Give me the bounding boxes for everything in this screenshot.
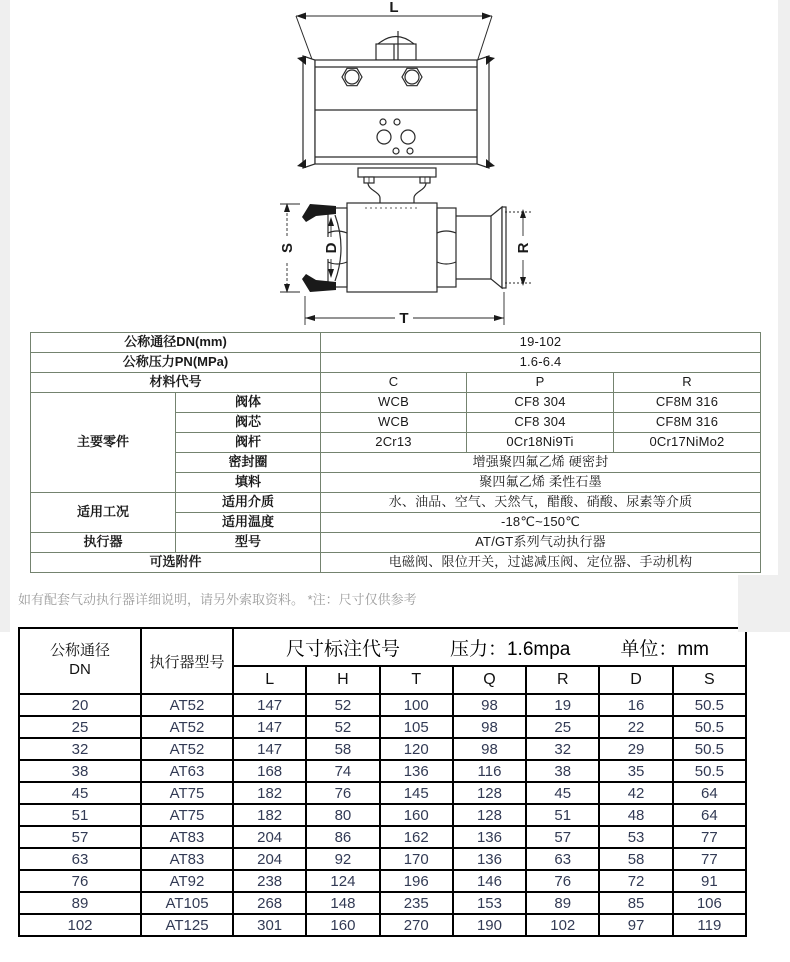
cell-dn: 51 — [19, 804, 141, 826]
dim-col-header-d: D — [599, 666, 672, 694]
cell-dimension: 136 — [453, 826, 526, 848]
cell-dimension: 76 — [306, 782, 379, 804]
table-row — [19, 738, 746, 760]
spec-core-c: WCB — [321, 413, 467, 433]
spec-core-p: CF8 304 — [467, 413, 614, 433]
cell-dimension: 116 — [453, 760, 526, 782]
dim-col-header-l: L — [233, 666, 306, 694]
spec-stem-p: 0Cr18Ni9Ti — [467, 433, 614, 453]
cell-dimension: 97 — [599, 914, 672, 936]
cell-dimension: 77 — [673, 848, 746, 870]
cell-dimension: 42 — [599, 782, 672, 804]
cell-dimension: 270 — [380, 914, 453, 936]
cell-dimension: 35 — [599, 760, 672, 782]
cell-dimension: 136 — [380, 760, 453, 782]
spec-pn-value: 1.6-6.4 — [321, 353, 761, 373]
valve-drawing-svg — [0, 0, 790, 332]
spec-material-r: R — [614, 373, 761, 393]
spec-table — [30, 332, 761, 573]
dimension-table — [18, 627, 747, 937]
spec-condition-label: 适用工况 — [31, 493, 176, 533]
spec-packing-value: 聚四氟乙烯 柔性石墨 — [321, 473, 761, 493]
spec-actuator-sublabel: 型号 — [176, 533, 321, 553]
dim-header-model: 执行器型号 — [141, 628, 233, 694]
spec-material-p: P — [467, 373, 614, 393]
cell-dn: 63 — [19, 848, 141, 870]
cell-dimension: 48 — [599, 804, 672, 826]
table-row — [19, 848, 746, 870]
dim-label-s: S — [279, 242, 296, 254]
spec-body-label: 阀体 — [176, 393, 321, 413]
dim-header-dn-line1: 公称通径 — [49, 642, 110, 660]
cell-dimension: 160 — [306, 914, 379, 936]
spec-material-label: 材料代号 — [31, 373, 321, 393]
cell-dn: 38 — [19, 760, 141, 782]
spec-medium-value: 水、油品、空气、天然气，醋酸、硝酸、尿素等介质 — [321, 493, 761, 513]
cell-dimension: 16 — [599, 694, 672, 716]
spec-temperature-label: 适用温度 — [176, 513, 321, 533]
cell-dimension: 98 — [453, 694, 526, 716]
cell-dimension: 50.5 — [673, 694, 746, 716]
cell-actuator-model: AT75 — [141, 782, 233, 804]
cell-dimension: 64 — [673, 804, 746, 826]
spec-body-c: WCB — [321, 393, 467, 413]
cell-actuator-model: AT92 — [141, 870, 233, 892]
cell-actuator-model: AT63 — [141, 760, 233, 782]
spec-actuator-value: AT/GT系列气动执行器 — [321, 533, 761, 553]
cell-dimension: 168 — [233, 760, 306, 782]
cell-dimension: 136 — [453, 848, 526, 870]
cell-dn: 32 — [19, 738, 141, 760]
cell-dimension: 147 — [233, 716, 306, 738]
spec-seal-label: 密封圈 — [176, 453, 321, 473]
spec-body-p: CF8 304 — [467, 393, 614, 413]
cell-dimension: 98 — [453, 738, 526, 760]
cell-actuator-model: AT125 — [141, 914, 233, 936]
cell-dimension: 235 — [380, 892, 453, 914]
cell-dimension: 147 — [233, 694, 306, 716]
cell-dimension: 102 — [526, 914, 599, 936]
cell-actuator-model: AT75 — [141, 804, 233, 826]
valve-technical-drawing — [0, 0, 790, 332]
cell-actuator-model: AT105 — [141, 892, 233, 914]
spec-dn-label: 公称通径DN(mm) — [31, 333, 321, 353]
spec-stem-r: 0Cr17NiMo2 — [614, 433, 761, 453]
cell-actuator-model: AT52 — [141, 716, 233, 738]
spec-pn-label: 公称压力PN(MPa) — [31, 353, 321, 373]
cell-dimension: 52 — [306, 694, 379, 716]
cell-dimension: 50.5 — [673, 716, 746, 738]
cell-dimension: 72 — [599, 870, 672, 892]
cell-actuator-model: AT52 — [141, 694, 233, 716]
cell-dimension: 29 — [599, 738, 672, 760]
cell-dimension: 77 — [673, 826, 746, 848]
cell-dimension: 153 — [453, 892, 526, 914]
spec-core-r: CF8M 316 — [614, 413, 761, 433]
cell-dimension: 19 — [526, 694, 599, 716]
cell-dimension: 119 — [673, 914, 746, 936]
cell-dimension: 85 — [599, 892, 672, 914]
table-row — [19, 694, 746, 716]
cell-dimension: 301 — [233, 914, 306, 936]
cell-dimension: 74 — [306, 760, 379, 782]
table-row — [19, 760, 746, 782]
dim-pressure: 压力：1.6mpa — [449, 638, 571, 660]
cell-dimension: 106 — [673, 892, 746, 914]
cell-dimension: 124 — [306, 870, 379, 892]
dim-header-dn-line2: DN — [69, 661, 91, 678]
cell-dimension: 160 — [380, 804, 453, 826]
cell-dimension: 80 — [306, 804, 379, 826]
table-row — [19, 870, 746, 892]
cell-dimension: 204 — [233, 848, 306, 870]
cell-dimension: 76 — [526, 870, 599, 892]
cell-dimension: 92 — [306, 848, 379, 870]
dim-header-dn — [19, 628, 141, 694]
cell-dn: 57 — [19, 826, 141, 848]
cell-dimension: 32 — [526, 738, 599, 760]
spec-stem-label: 阀杆 — [176, 433, 321, 453]
table-row — [19, 782, 746, 804]
spec-core-label: 阀芯 — [176, 413, 321, 433]
cell-actuator-model: AT52 — [141, 738, 233, 760]
dim-label-l: L — [389, 0, 399, 16]
cell-actuator-model: AT83 — [141, 826, 233, 848]
spec-temperature-value: -18℃~150℃ — [321, 513, 761, 533]
cell-dn: 89 — [19, 892, 141, 914]
spec-material-c: C — [321, 373, 467, 393]
cell-dimension: 50.5 — [673, 760, 746, 782]
cell-dimension: 148 — [306, 892, 379, 914]
cell-dn: 25 — [19, 716, 141, 738]
cell-dimension: 105 — [380, 716, 453, 738]
cell-dimension: 196 — [380, 870, 453, 892]
dim-unit: 单位：mm — [620, 638, 709, 660]
page-edge-right-lower — [738, 575, 790, 632]
cell-actuator-model: AT83 — [141, 848, 233, 870]
cell-dimension: 182 — [233, 804, 306, 826]
cell-dimension: 25 — [526, 716, 599, 738]
footnote: 如有配套气动执行器详细说明，请另外索取资料。 *注：尺寸仅供参考 — [18, 592, 417, 607]
cell-dimension: 63 — [526, 848, 599, 870]
cell-dimension: 22 — [599, 716, 672, 738]
cell-dimension: 146 — [453, 870, 526, 892]
dim-label-r: R — [515, 242, 532, 254]
spec-parts-label: 主要零件 — [31, 393, 176, 493]
spec-seal-value: 增强聚四氟乙烯 硬密封 — [321, 453, 761, 473]
cell-dimension: 53 — [599, 826, 672, 848]
spec-stem-c: 2Cr13 — [321, 433, 467, 453]
cell-dimension: 238 — [233, 870, 306, 892]
cell-dimension: 50.5 — [673, 738, 746, 760]
cell-dimension: 51 — [526, 804, 599, 826]
dim-label-d: D — [323, 242, 340, 254]
cell-dimension: 86 — [306, 826, 379, 848]
dim-col-header-h: H — [306, 666, 379, 694]
table-row — [19, 892, 746, 914]
cell-dimension: 162 — [380, 826, 453, 848]
cell-dimension: 89 — [526, 892, 599, 914]
cell-dimension: 57 — [526, 826, 599, 848]
dim-col-header-r: R — [526, 666, 599, 694]
table-row — [19, 804, 746, 826]
cell-dimension: 58 — [599, 848, 672, 870]
table-row — [19, 914, 746, 936]
cell-dimension: 52 — [306, 716, 379, 738]
cell-dimension: 100 — [380, 694, 453, 716]
dim-col-header-q: Q — [453, 666, 526, 694]
table-row — [19, 716, 746, 738]
cell-dn: 45 — [19, 782, 141, 804]
cell-dimension: 147 — [233, 738, 306, 760]
spec-medium-label: 适用介质 — [176, 493, 321, 513]
cell-dimension: 170 — [380, 848, 453, 870]
cell-dimension: 128 — [453, 804, 526, 826]
cell-dn: 76 — [19, 870, 141, 892]
cell-dimension: 204 — [233, 826, 306, 848]
cell-dimension: 58 — [306, 738, 379, 760]
cell-dimension: 128 — [453, 782, 526, 804]
cell-dimension: 145 — [380, 782, 453, 804]
cell-dimension: 45 — [526, 782, 599, 804]
spec-packing-label: 填料 — [176, 473, 321, 493]
spec-accessories-label: 可选附件 — [31, 553, 321, 573]
cell-dimension: 98 — [453, 716, 526, 738]
dim-title: 尺寸标注代号 — [286, 638, 401, 660]
dim-title-cell — [233, 628, 746, 666]
cell-dimension: 91 — [673, 870, 746, 892]
cell-dimension: 190 — [453, 914, 526, 936]
cell-dn: 20 — [19, 694, 141, 716]
cell-dimension: 182 — [233, 782, 306, 804]
dim-col-header-t: T — [380, 666, 453, 694]
spec-body-r: CF8M 316 — [614, 393, 761, 413]
cell-dn: 102 — [19, 914, 141, 936]
spec-dn-value: 19-102 — [321, 333, 761, 353]
cell-dimension: 120 — [380, 738, 453, 760]
spec-accessories-value: 电磁阀、限位开关，过滤减压阀、定位器、手动机构 — [321, 553, 761, 573]
cell-dimension: 268 — [233, 892, 306, 914]
table-row — [19, 826, 746, 848]
spec-actuator-label: 执行器 — [31, 533, 176, 553]
cell-dimension: 64 — [673, 782, 746, 804]
dim-label-t: T — [399, 310, 409, 327]
dim-col-header-s: S — [673, 666, 746, 694]
cell-dimension: 38 — [526, 760, 599, 782]
